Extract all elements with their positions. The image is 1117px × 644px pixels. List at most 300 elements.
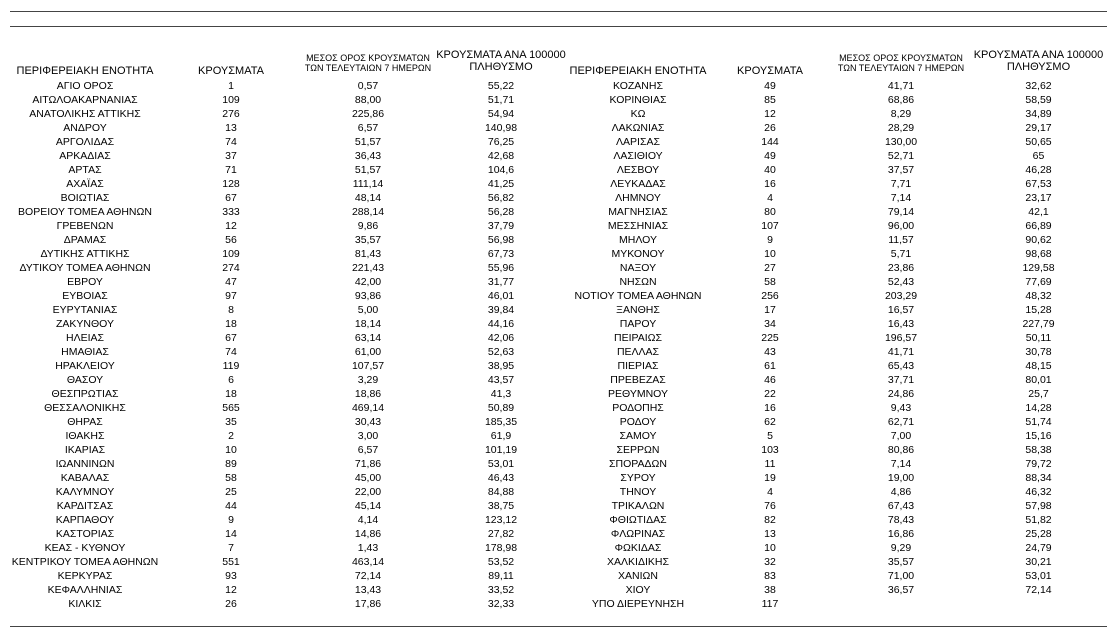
region-cell: ΣΕΡΡΩΝ — [616, 444, 660, 456]
cases-cell: 4 — [767, 486, 773, 498]
cases-cell: 93 — [225, 570, 237, 582]
table-row — [568, 331, 1107, 345]
cases-cell: 89 — [225, 458, 237, 470]
avg7-cell: 463,14 — [351, 556, 385, 568]
cases-cell: 58 — [764, 276, 776, 288]
avg7-cell: 61,00 — [354, 346, 382, 358]
avg7-cell: 80,86 — [887, 444, 915, 456]
per100k-cell: 56,82 — [487, 192, 515, 204]
region-cell: ΛΕΣΒΟΥ — [616, 164, 660, 176]
per100k-cell: 50,11 — [1025, 332, 1052, 344]
table-row — [568, 233, 1107, 247]
table-row — [10, 373, 568, 387]
per100k-cell: 76,25 — [487, 136, 515, 148]
region-cell: ΠΙΕΡΙΑΣ — [617, 360, 659, 372]
cases-cell: 67 — [225, 332, 237, 344]
table-row — [10, 247, 568, 261]
table-row — [10, 93, 568, 107]
per100k-cell: 53,01 — [1025, 570, 1052, 582]
region-cell: ΚΕΡΚΥΡΑΣ — [57, 570, 113, 582]
region-cell: ΙΩΑΝΝΙΝΩΝ — [55, 458, 115, 470]
avg7-cell: 18,86 — [354, 388, 382, 400]
per100k-cell: 56,28 — [487, 206, 515, 218]
cases-cell: 97 — [225, 290, 237, 302]
per100k-cell — [970, 597, 1107, 611]
avg7-cell: 42,00 — [354, 276, 382, 288]
per100k-cell: 46,01 — [487, 290, 515, 302]
cases-cell: 6 — [228, 374, 234, 386]
per100k-cell: 65 — [1032, 150, 1045, 162]
region-cell: ΙΚΑΡΙΑΣ — [64, 444, 106, 456]
cases-cell: 74 — [225, 136, 237, 148]
header-cases-right: ΚΡΟΥΣΜΑΤΑ — [737, 65, 803, 77]
avg7-cell: 48,14 — [354, 192, 382, 204]
avg7-cell: 7,71 — [890, 178, 912, 190]
per100k-cell: 43,57 — [487, 374, 515, 386]
table-row — [568, 303, 1107, 317]
avg7-cell: 1,43 — [357, 542, 379, 554]
region-cell: ΝΑΞΟΥ — [619, 262, 657, 274]
per100k-cell: 72,14 — [1025, 584, 1052, 596]
header-avg7-left-line2: ΤΩΝ ΤΕΛΕΥΤΑΙΩΝ 7 ΗΜΕΡΩΝ — [304, 62, 432, 73]
cases-cell: 49 — [764, 80, 776, 92]
per100k-cell: 56,98 — [487, 234, 515, 246]
cases-cell: 18 — [225, 318, 237, 330]
region-cell: ΚΑΛΥΜΝΟΥ — [55, 486, 115, 498]
per100k-cell: 140,98 — [484, 122, 518, 134]
table-row — [568, 275, 1107, 289]
cases-cell: 565 — [222, 402, 240, 414]
table-row — [10, 401, 568, 415]
region-cell: ΣΠΟΡΑΔΩΝ — [609, 458, 667, 470]
header-region-right: ΠΕΡΙΦΕΡΕΙΑΚΗ ΕΝΟΤΗΤΑ — [569, 65, 707, 77]
region-cell: ΚΕΦΑΛΛΗΝΙΑΣ — [47, 584, 123, 596]
cases-cell: 12 — [764, 108, 776, 120]
avg7-cell: 41,71 — [887, 80, 915, 92]
table-row — [568, 317, 1107, 331]
per100k-cell: 77,69 — [1025, 276, 1052, 288]
cases-cell: 26 — [764, 122, 776, 134]
avg7-cell: 16,43 — [887, 318, 915, 330]
table-row — [568, 219, 1107, 233]
table-row — [10, 163, 568, 177]
per100k-cell: 46,28 — [1025, 164, 1052, 176]
table-row — [568, 289, 1107, 303]
region-cell: ΔΥΤΙΚΗΣ ΑΤΤΙΚΗΣ — [40, 248, 130, 260]
header-avg7-left-line1: ΜΕΣΟΣ ΟΡΟΣ ΚΡΟΥΣΜΑΤΩΝ — [306, 53, 430, 63]
per100k-cell: 79,72 — [1025, 458, 1052, 470]
table-row — [568, 79, 1107, 93]
per100k-cell: 30,78 — [1025, 346, 1052, 358]
region-cell: ΑΓΙΟ ΟΡΟΣ — [56, 80, 114, 92]
table-row — [568, 513, 1107, 527]
cases-cell: 14 — [225, 528, 237, 540]
region-cell: ΗΜΑΘΙΑΣ — [61, 346, 109, 358]
table-row — [10, 345, 568, 359]
region-cell: ΝΟΤΙΟΥ ΤΟΜΕΑ ΑΘΗΝΩΝ — [574, 290, 702, 302]
region-cell: ΘΕΣΣΑΛΟΝΙΚΗΣ — [44, 402, 126, 414]
avg7-cell: 4,14 — [357, 514, 379, 526]
cases-cell: 109 — [222, 248, 240, 260]
header-avg7-right-line2: ΤΩΝ ΤΕΛΕΥΤΑΙΩΝ 7 ΗΜΕΡΩΝ — [837, 62, 965, 73]
cases-cell: 82 — [764, 514, 776, 526]
avg7-cell: 17,86 — [354, 598, 382, 610]
cases-cell: 107 — [761, 220, 779, 232]
avg7-cell: 18,14 — [354, 318, 382, 330]
table-row — [10, 303, 568, 317]
per100k-cell: 41,25 — [487, 178, 515, 190]
region-cell: ΦΩΚΙΔΑΣ — [614, 542, 662, 554]
avg7-cell: 130,00 — [884, 136, 918, 148]
cases-cell: 333 — [222, 206, 240, 218]
per100k-cell: 67,73 — [487, 248, 515, 260]
per100k-cell: 58,59 — [1025, 94, 1052, 106]
per100k-cell: 27,82 — [487, 528, 515, 540]
cases-cell: 5 — [767, 430, 773, 442]
avg7-cell: 65,43 — [887, 360, 915, 372]
top-rule-secondary — [10, 26, 1107, 27]
cases-table-left-body — [10, 79, 568, 611]
table-row — [568, 457, 1107, 471]
per100k-cell: 51,74 — [1025, 416, 1052, 428]
cases-cell: 74 — [225, 346, 237, 358]
cases-cell: 1 — [228, 80, 234, 92]
table-row — [10, 471, 568, 485]
per100k-cell: 15,16 — [1025, 430, 1052, 442]
table-row — [568, 583, 1107, 597]
table-row — [568, 485, 1107, 499]
cases-cell: 128 — [222, 178, 240, 190]
region-cell: ΛΑΡΙΣΑΣ — [616, 136, 660, 148]
cases-cell: 4 — [767, 192, 773, 204]
per100k-cell: 80,01 — [1025, 374, 1052, 386]
cases-cell: 109 — [222, 94, 240, 106]
cases-cell: 34 — [764, 318, 776, 330]
table-row — [10, 485, 568, 499]
cases-cell: 22 — [764, 388, 776, 400]
per100k-cell: 55,96 — [487, 262, 515, 274]
per100k-cell: 52,63 — [487, 346, 515, 358]
cases-cell: 256 — [761, 290, 779, 302]
avg7-cell: 5,71 — [890, 248, 912, 260]
cases-cell: 71 — [225, 164, 237, 176]
cases-cell: 225 — [761, 332, 779, 344]
cases-cell: 17 — [764, 304, 776, 316]
region-cell: ΜΕΣΣΗΝΙΑΣ — [607, 220, 669, 232]
avg7-cell: 8,29 — [890, 108, 912, 120]
avg7-cell: 36,57 — [887, 584, 915, 596]
avg7-cell: 81,43 — [354, 248, 382, 260]
per100k-cell: 88,34 — [1025, 472, 1052, 484]
avg7-cell: 9,29 — [890, 542, 912, 554]
cases-cell: 12 — [225, 220, 237, 232]
region-cell: ΕΒΡΟΥ — [67, 276, 103, 288]
avg7-cell: 93,86 — [354, 290, 382, 302]
avg7-cell: 24,86 — [887, 388, 915, 400]
header-region-left: ΠΕΡΙΦΕΡΕΙΑΚΗ ΕΝΟΤΗΤΑ — [16, 65, 154, 77]
region-cell: ΣΑΜΟΥ — [619, 430, 657, 442]
region-cell: ΦΛΩΡΙΝΑΣ — [610, 528, 666, 540]
header-per100k-left-line2: ΠΛΗΘΥΣΜΟ — [469, 61, 533, 74]
cases-cell: 26 — [225, 598, 237, 610]
cases-cell: 61 — [764, 360, 776, 372]
per100k-cell: 48,15 — [1025, 360, 1052, 372]
per100k-cell: 34,89 — [1025, 108, 1052, 120]
cases-cell: 37 — [225, 150, 237, 162]
per100k-cell: 84,88 — [487, 486, 515, 498]
region-cell: ΦΘΙΩΤΙΔΑΣ — [609, 514, 667, 526]
region-cell: ΗΛΕΙΑΣ — [65, 332, 104, 344]
cases-cell: 8 — [228, 304, 234, 316]
avg7-cell: 51,57 — [354, 164, 382, 176]
cases-cell: 9 — [228, 514, 234, 526]
per100k-cell: 50,65 — [1025, 136, 1052, 148]
avg7-cell: 35,57 — [887, 556, 915, 568]
region-cell: ΜΗΛΟΥ — [619, 234, 657, 246]
table-row — [10, 359, 568, 373]
per100k-cell: 42,06 — [487, 332, 515, 344]
avg7-cell: 203,29 — [884, 290, 918, 302]
avg7-cell: 7,14 — [890, 192, 912, 204]
region-cell: ΑΙΤΩΛΟΑΚΑΡΝΑΝΙΑΣ — [32, 94, 138, 106]
cases-cell: 49 — [764, 150, 776, 162]
avg7-cell: 469,14 — [351, 402, 385, 414]
region-cell: ΒΟΡΕΙΟΥ ΤΟΜΕΑ ΑΘΗΝΩΝ — [18, 206, 152, 218]
region-cell: ΑΧΑΪΑΣ — [66, 178, 104, 190]
region-cell: ΖΑΚΥΝΘΟΥ — [55, 318, 114, 330]
region-cell: ΔΥΤΙΚΟΥ ΤΟΜΕΑ ΑΘΗΝΩΝ — [19, 262, 151, 274]
avg7-cell: 13,43 — [354, 584, 382, 596]
table-row — [568, 443, 1107, 457]
region-cell: ΚΩ — [630, 108, 646, 120]
cases-cell: 40 — [764, 164, 776, 176]
avg7-cell: 7,14 — [890, 458, 912, 470]
cases-cell: 80 — [764, 206, 776, 218]
avg7-cell: 9,86 — [357, 220, 379, 232]
cases-cell: 47 — [225, 276, 237, 288]
region-cell: ΚΟΖΑΝΗΣ — [613, 80, 663, 92]
avg7-cell: 7,00 — [890, 430, 912, 442]
header-cases-left: ΚΡΟΥΣΜΑΤΑ — [198, 65, 264, 77]
table-row — [10, 219, 568, 233]
table-row — [568, 107, 1107, 121]
header-per100k-left-line1: ΚΡΟΥΣΜΑΤΑ ΑΝΑ 100000 — [436, 49, 566, 61]
table-row — [10, 121, 568, 135]
table-row — [10, 177, 568, 191]
table-row — [10, 429, 568, 443]
cases-cell: 10 — [225, 444, 237, 456]
region-cell: ΑΡΤΑΣ — [68, 164, 102, 176]
per100k-cell: 15,28 — [1025, 304, 1052, 316]
per100k-cell: 101,19 — [484, 444, 518, 456]
table-row — [568, 555, 1107, 569]
avg7-cell: 16,57 — [887, 304, 915, 316]
cases-cell: 56 — [225, 234, 237, 246]
per100k-cell: 30,21 — [1025, 556, 1052, 568]
per100k-cell: 185,35 — [484, 416, 518, 428]
cases-cell: 16 — [764, 402, 776, 414]
avg7-cell: 71,86 — [354, 458, 382, 470]
table-row — [10, 107, 568, 121]
per100k-cell: 129,58 — [1022, 262, 1055, 274]
table-row — [10, 513, 568, 527]
region-cell: ΚΑΡΠΑΘΟΥ — [55, 514, 115, 526]
avg7-cell: 111,14 — [352, 178, 384, 190]
region-cell: ΚΕΑΣ - ΚΥΘΝΟΥ — [44, 542, 126, 554]
per100k-cell: 66,89 — [1025, 220, 1052, 232]
per100k-cell: 39,84 — [487, 304, 515, 316]
per100k-cell: 104,6 — [487, 164, 515, 176]
per100k-cell: 23,17 — [1025, 192, 1052, 204]
table-row — [10, 289, 568, 303]
cases-cell: 19 — [764, 472, 776, 484]
region-cell: ΚΑΣΤΟΡΙΑΣ — [55, 528, 115, 540]
avg7-cell: 4,86 — [890, 486, 912, 498]
region-cell: ΕΥΡΥΤΑΝΙΑΣ — [52, 304, 118, 316]
per100k-cell: 178,98 — [484, 542, 518, 554]
cases-cell: 25 — [225, 486, 237, 498]
top-rule — [10, 11, 1107, 12]
region-cell: ΘΗΡΑΣ — [67, 416, 103, 428]
cases-cell: 67 — [225, 192, 237, 204]
cases-cell: 27 — [764, 262, 776, 274]
table-row — [568, 387, 1107, 401]
cases-table-right-body — [568, 79, 1107, 611]
per100k-cell: 25,7 — [1028, 388, 1049, 400]
per100k-cell: 67,53 — [1025, 178, 1052, 190]
per100k-cell: 46,32 — [1025, 486, 1052, 498]
cases-cell: 35 — [225, 416, 237, 428]
avg7-cell: 23,86 — [887, 262, 915, 274]
per100k-cell: 33,52 — [487, 584, 515, 596]
avg7-cell — [832, 597, 970, 611]
cases-cell: 38 — [764, 584, 776, 596]
header-per100k-right — [970, 49, 1107, 73]
table-row — [10, 261, 568, 275]
avg7-cell: 35,57 — [354, 234, 382, 246]
per100k-cell: 32,33 — [487, 598, 515, 610]
avg7-cell: 63,14 — [354, 332, 382, 344]
per100k-cell: 50,89 — [487, 402, 515, 414]
avg7-cell: 78,43 — [887, 514, 915, 526]
table-row — [10, 205, 568, 219]
avg7-cell: 196,57 — [884, 332, 918, 344]
table-row — [568, 261, 1107, 275]
avg7-cell: 5,00 — [357, 304, 379, 316]
avg7-cell: 30,43 — [354, 416, 382, 428]
region-cell: ΘΑΣΟΥ — [66, 374, 104, 386]
region-cell: ΤΗΝΟΥ — [619, 486, 657, 498]
per100k-cell: 32,62 — [1025, 80, 1052, 92]
cases-cell: 117 — [761, 598, 779, 610]
table-row — [568, 527, 1107, 541]
table-row — [568, 429, 1107, 443]
table-row — [568, 499, 1107, 513]
table-row — [568, 163, 1107, 177]
per100k-cell: 89,11 — [488, 570, 514, 582]
table-row — [568, 401, 1107, 415]
region-cell: ΠΑΡΟΥ — [619, 318, 657, 330]
per100k-cell: 54,94 — [487, 108, 515, 120]
region-cell: ΚΟΡΙΝΘΙΑΣ — [609, 94, 667, 106]
cases-cell: 13 — [764, 528, 776, 540]
avg7-cell: 22,00 — [354, 486, 382, 498]
per100k-cell: 42,68 — [487, 150, 515, 162]
cases-cell: 76 — [764, 500, 776, 512]
cases-table-left — [10, 79, 568, 611]
region-cell: ΒΟΙΩΤΙΑΣ — [60, 192, 110, 204]
region-cell: ΑΝΔΡΟΥ — [63, 122, 107, 134]
per100k-cell: 24,79 — [1025, 542, 1052, 554]
region-cell: ΜΥΚΟΝΟΥ — [611, 248, 665, 260]
region-cell: ΛΑΚΩΝΙΑΣ — [611, 122, 665, 134]
per100k-cell: 90,62 — [1025, 234, 1052, 246]
per100k-cell: 48,32 — [1025, 290, 1052, 302]
per100k-cell: 38,75 — [487, 500, 515, 512]
avg7-cell: 62,71 — [887, 416, 915, 428]
avg7-cell: 16,86 — [887, 528, 915, 540]
cases-cell: 10 — [764, 542, 776, 554]
region-cell: ΘΕΣΠΡΩΤΙΑΣ — [51, 388, 119, 400]
table-row — [568, 345, 1107, 359]
cases-cell: 11 — [764, 458, 776, 470]
header-avg7-left — [302, 54, 434, 74]
table-row — [568, 177, 1107, 191]
per100k-cell: 55,22 — [487, 80, 515, 92]
region-cell: ΕΥΒΟΙΑΣ — [62, 290, 108, 302]
avg7-cell: 3,00 — [357, 430, 379, 442]
avg7-cell: 72,14 — [354, 570, 382, 582]
table-row — [568, 121, 1107, 135]
cases-cell: 13 — [225, 122, 237, 134]
avg7-cell: 45,00 — [354, 472, 382, 484]
table-row — [10, 79, 568, 93]
per100k-cell: 41,3 — [490, 388, 512, 400]
cases-cell: 16 — [764, 178, 776, 190]
region-cell: ΗΡΑΚΛΕΙΟΥ — [55, 360, 115, 372]
avg7-cell: 221,43 — [351, 262, 385, 274]
avg7-cell: 67,43 — [887, 500, 915, 512]
header-avg7-right-line1: ΜΕΣΟΣ ΟΡΟΣ ΚΡΟΥΣΜΑΤΩΝ — [839, 53, 963, 63]
table-row — [10, 317, 568, 331]
table-row — [10, 387, 568, 401]
header-per100k-right-line1: ΚΡΟΥΣΜΑΤΑ ΑΝΑ 100000 — [973, 49, 1104, 61]
region-cell: ΠΡΕΒΕΖΑΣ — [610, 374, 666, 386]
cases-cell: 119 — [222, 360, 240, 372]
avg7-cell: 28,29 — [887, 122, 915, 134]
region-cell: ΛΗΜΝΟΥ — [615, 192, 661, 204]
table-row — [10, 597, 568, 611]
avg7-cell: 52,43 — [887, 276, 915, 288]
region-cell: ΡΟΔΟΥ — [619, 416, 657, 428]
avg7-cell: 288,14 — [351, 206, 385, 218]
per100k-cell: 46,43 — [487, 472, 515, 484]
cases-cell: 551 — [222, 556, 240, 568]
region-cell: ΑΡΓΟΛΙΔΑΣ — [55, 136, 115, 148]
cases-cell: 83 — [764, 570, 776, 582]
cases-cell: 46 — [764, 374, 776, 386]
cases-cell: 43 — [764, 346, 776, 358]
table-row — [10, 443, 568, 457]
avg7-cell: 88,00 — [354, 94, 382, 106]
region-cell: ΛΑΣΙΘΙΟΥ — [613, 150, 663, 162]
per100k-cell: 53,52 — [487, 556, 515, 568]
cases-cell: 85 — [764, 94, 776, 106]
cases-cell: 12 — [225, 584, 237, 596]
table-row — [10, 499, 568, 513]
avg7-cell: 36,43 — [354, 150, 382, 162]
table-row — [568, 205, 1107, 219]
